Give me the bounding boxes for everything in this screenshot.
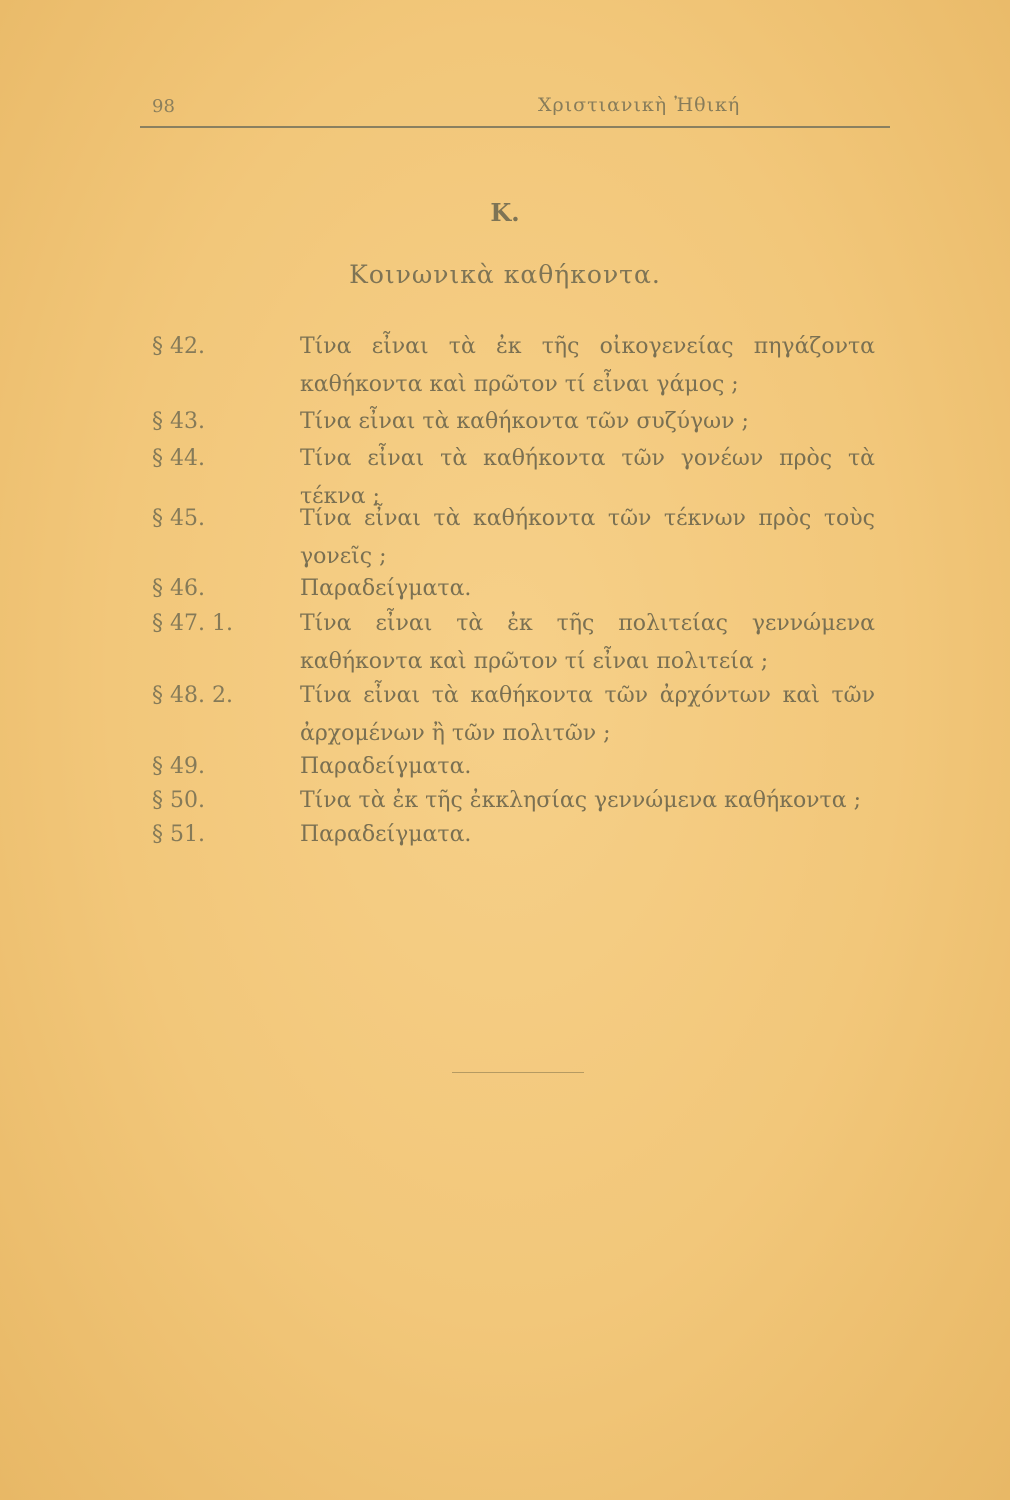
divider-rule xyxy=(452,1072,584,1073)
entry-number: § 49. xyxy=(152,754,205,779)
section-label: Κ. xyxy=(490,198,520,227)
entry-number: § 44. xyxy=(152,446,205,471)
entry-number: § 48. 2. xyxy=(152,683,233,708)
entry-text: Τίνα εἶναι τὰ ἐκ τῆς πολιτείας γεννώμενα καθήκοντα καὶ πρῶτον τί εἶναι πολιτεία ; xyxy=(300,611,875,674)
entry-number: § 42. xyxy=(152,334,205,359)
entry-text: Τίνα εἶναι τὰ ἐκ τῆς οἰκογενείας πηγάζοντα καθήκοντα καὶ πρῶτον τί εἶναι γάμος ; xyxy=(300,334,875,397)
entry-text: Τίνα εἶναι τὰ καθήκοντα τῶν συζύγων ; xyxy=(300,409,749,434)
entry-text: Παραδείγματα. xyxy=(300,754,472,779)
section-title: Κοινωνικὰ καθήκοντα. xyxy=(349,260,661,289)
entry-number: § 45. xyxy=(152,506,205,531)
page-number: 98 xyxy=(152,96,175,117)
entry-number: § 47. 1. xyxy=(152,611,233,636)
running-title: Χριστιανικὴ Ἠθική xyxy=(538,94,741,116)
entry-text: Τίνα εἶναι τὰ καθήκοντα τῶν γονέων πρὸς τὰ τέκνα ; xyxy=(300,446,875,509)
entry-text: Παραδείγματα. xyxy=(300,822,472,847)
entry-text: Τίνα εἶναι τὰ καθήκοντα τῶν ἀρχόντων καὶ τῶν ἀρχομένων ἢ τῶν πολιτῶν ; xyxy=(300,683,875,746)
entry-number: § 43. xyxy=(152,409,205,434)
entry-text: Παραδείγματα. xyxy=(300,576,472,601)
entry-number: § 50. xyxy=(152,788,205,813)
page-header xyxy=(140,94,890,128)
entry-text: Τίνα εἶναι τὰ καθήκοντα τῶν τέκνων πρὸς τοὺς γονεῖς ; xyxy=(300,506,875,569)
entry-number: § 46. xyxy=(152,576,205,601)
entry-number: § 51. xyxy=(152,822,205,847)
entry-text: Τίνα τὰ ἐκ τῆς ἐκκλησίας γεννώμενα καθήκοντα ; xyxy=(300,788,861,813)
